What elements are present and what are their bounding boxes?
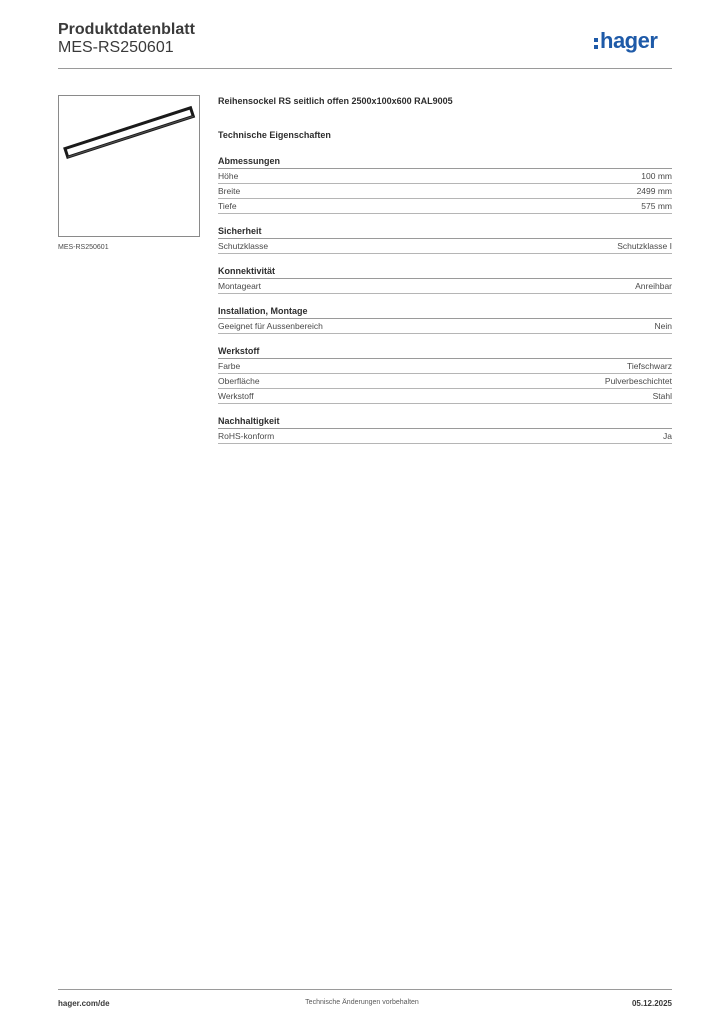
- spec-label: RoHS-konform: [218, 431, 275, 441]
- spec-row: [218, 319, 672, 334]
- spec-row: [218, 389, 672, 404]
- spec-section: [218, 306, 672, 334]
- spec-value: Ja: [663, 431, 672, 441]
- spec-section: [218, 416, 672, 444]
- spec-row: [218, 374, 672, 389]
- spec-value: 2499 mm: [636, 186, 672, 196]
- spec-value: Stahl: [652, 391, 672, 401]
- spec-section: [218, 346, 672, 404]
- spec-value: 575 mm: [641, 201, 672, 211]
- spec-row: [218, 199, 672, 214]
- spec-value: Nein: [654, 321, 672, 331]
- footer-divider: [58, 989, 672, 990]
- logo-mark-icon: [594, 38, 598, 49]
- logo-text: hager: [600, 28, 658, 53]
- product-name: Reihensockel RS seitlich offen 2500x100x600 RAL9005: [218, 96, 453, 106]
- header-divider: [58, 68, 672, 69]
- spec-row: [218, 169, 672, 184]
- section-title: Installation, Montage: [218, 306, 672, 319]
- product-frame-icon: [59, 96, 199, 236]
- section-title: Abmessungen: [218, 156, 672, 169]
- spec-section: [218, 226, 672, 254]
- spec-label: Tiefe: [218, 201, 237, 211]
- spec-value: Tiefschwarz: [626, 361, 672, 371]
- section-title: Nachhaltigkeit: [218, 416, 672, 429]
- spec-row: [218, 359, 672, 374]
- spec-label: Schutzklasse: [218, 241, 269, 251]
- spec-label: Farbe: [218, 361, 241, 371]
- footer-website: hager.com/de: [58, 999, 110, 1008]
- spec-label: Geeignet für Aussenbereich: [218, 321, 323, 331]
- spec-content: [218, 96, 672, 444]
- spec-row: [218, 429, 672, 444]
- spec-value: Pulverbeschichtet: [604, 376, 672, 386]
- product-image: [58, 95, 200, 237]
- hager-logo: [594, 26, 657, 56]
- section-title: Sicherheit: [218, 226, 672, 239]
- spec-label: Höhe: [218, 171, 239, 181]
- section-title: Werkstoff: [218, 346, 672, 359]
- spec-row: [218, 279, 672, 294]
- image-caption: MES-RS250601: [58, 244, 109, 251]
- spec-sections: [218, 156, 672, 444]
- spec-value: 100 mm: [641, 171, 672, 181]
- spec-row: [218, 184, 672, 199]
- spec-label: Montageart: [218, 281, 261, 291]
- spec-value: Schutzklasse I: [617, 241, 672, 251]
- spec-value: Anreihbar: [635, 281, 672, 291]
- footer-date: 05.12.2025: [631, 999, 672, 1008]
- tech-properties-heading: Technische Eigenschaften: [218, 130, 331, 140]
- product-code: MES-RS250601: [58, 39, 174, 56]
- spec-label: Oberfläche: [218, 376, 260, 386]
- spec-section: [218, 266, 672, 294]
- spec-label: Werkstoff: [218, 391, 254, 401]
- spec-row: [218, 239, 672, 254]
- footer-notice: Technische Änderungen vorbehalten: [305, 999, 419, 1006]
- spec-label: Breite: [218, 186, 241, 196]
- section-title: Konnektivität: [218, 266, 672, 279]
- page-title: Produktdatenblatt: [58, 21, 195, 38]
- spec-section: [218, 156, 672, 214]
